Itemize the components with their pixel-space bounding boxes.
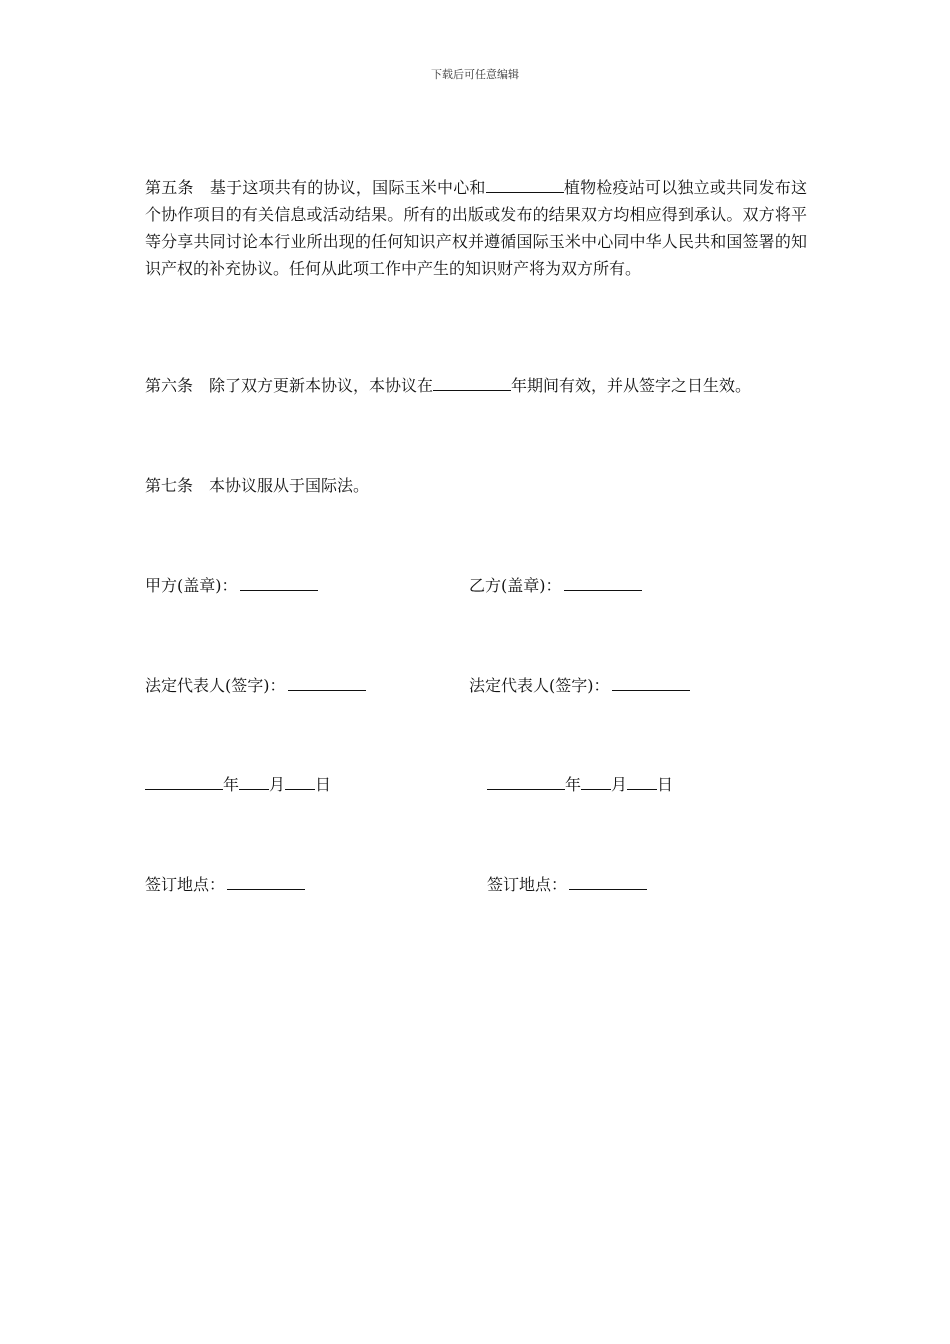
legal-rep-a-line <box>145 672 366 699</box>
article-7-title: 第七条 <box>145 476 194 495</box>
date-a-month-label: 月 <box>269 775 286 794</box>
legal-rep-b-blank[interactable] <box>612 674 690 691</box>
article-5-text-start: 基于这项共有的协议，国际玉米中心和 <box>209 178 486 197</box>
place-a-blank[interactable] <box>227 873 305 890</box>
article-7 <box>145 472 807 499</box>
article-6 <box>145 372 807 399</box>
legal-rep-b-label: 法定代表人(签字)： <box>469 676 610 695</box>
date-a-month-blank[interactable] <box>239 773 269 790</box>
date-b-year-blank[interactable] <box>487 773 565 790</box>
header-note: 下载后可任意编辑 <box>431 68 519 81</box>
date-b-year-label: 年 <box>565 775 582 794</box>
date-a-day-label: 日 <box>315 775 332 794</box>
article-5-title: 第五条 <box>145 178 194 197</box>
party-b-seal-label: 乙方(盖章)： <box>469 576 562 595</box>
date-b-day-label: 日 <box>657 775 674 794</box>
article-6-text-start: 除了双方更新本协议，本协议在 <box>209 376 434 395</box>
party-b-seal-blank[interactable] <box>564 574 642 591</box>
party-a-seal-label: 甲方(盖章)： <box>145 576 238 595</box>
place-b-line <box>487 871 647 898</box>
date-a-line <box>145 771 331 798</box>
place-b-label: 签订地点： <box>487 875 568 894</box>
date-a-year-label: 年 <box>223 775 240 794</box>
place-a-label: 签订地点： <box>145 875 226 894</box>
legal-rep-b-line <box>469 672 690 699</box>
article-6-years-blank[interactable] <box>433 376 511 391</box>
date-a-year-blank[interactable] <box>145 773 223 790</box>
article-6-title: 第六条 <box>145 376 194 395</box>
place-a-line <box>145 871 305 898</box>
article-5-text-rest: 植物检疫站可以独立或共同发布这个协作项目的有关信息或活动结果。所有的出版或发布的结果双方均相应得到承认。双方将平等分享共同讨论本行业所出现的任何知识产权并遵循国际玉米中心同中华人民共和国签署的知识产权的补充协议。任何从此项工作中产生的知识财产将为双方所有。 <box>145 178 807 278</box>
legal-rep-a-label: 法定代表人(签字)： <box>145 676 286 695</box>
article-5 <box>145 174 807 282</box>
party-a-seal-blank[interactable] <box>240 574 318 591</box>
article-7-text: 本协议服从于国际法。 <box>209 476 370 495</box>
date-b-day-blank[interactable] <box>627 773 657 790</box>
date-b-month-label: 月 <box>611 775 628 794</box>
place-b-blank[interactable] <box>569 873 647 890</box>
date-b-month-blank[interactable] <box>581 773 611 790</box>
legal-rep-a-blank[interactable] <box>288 674 366 691</box>
party-b-seal-line <box>469 572 642 599</box>
date-a-day-blank[interactable] <box>285 773 315 790</box>
article-6-text-rest: 年期间有效，并从签字之日生效。 <box>511 376 752 395</box>
article-5-blank[interactable] <box>486 178 564 193</box>
date-b-line <box>487 771 673 798</box>
party-a-seal-line <box>145 572 318 599</box>
